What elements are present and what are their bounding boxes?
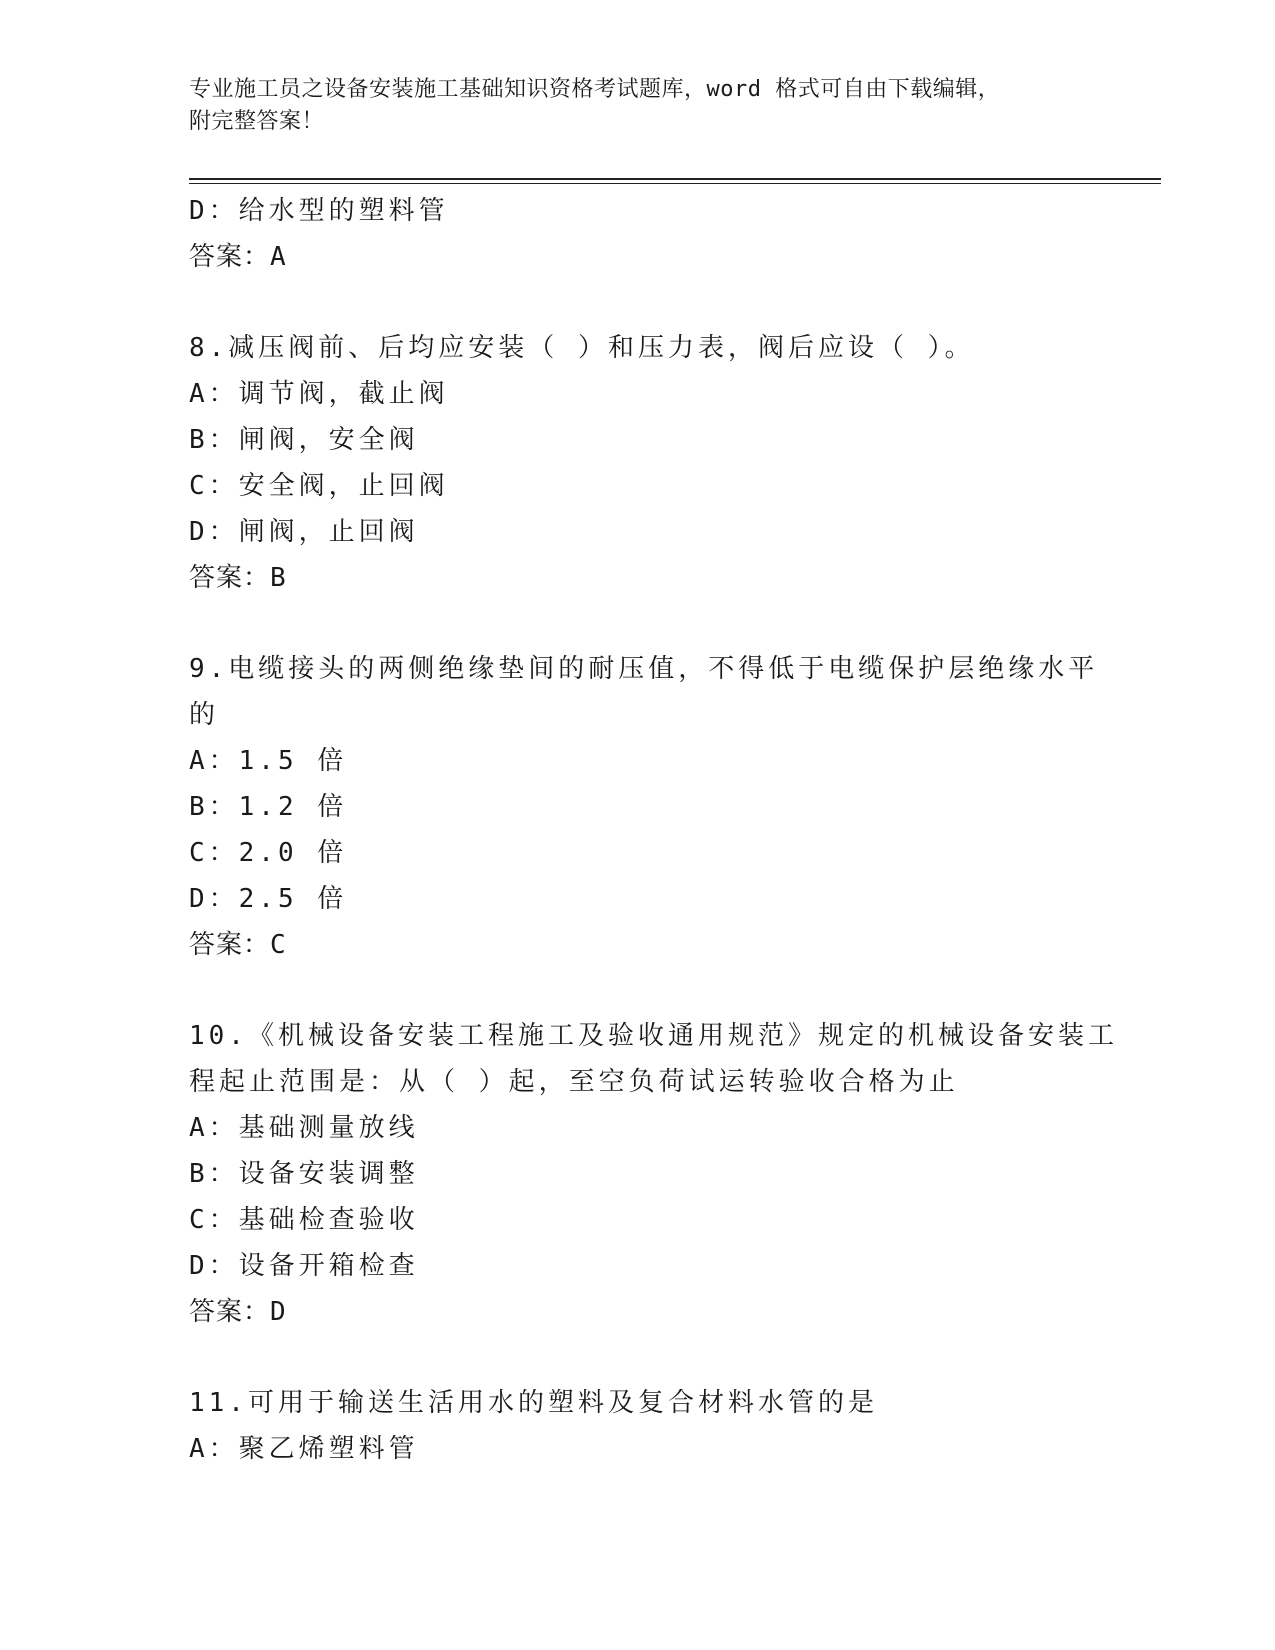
answer: 答案：C [189, 930, 287, 960]
spacer [189, 968, 1119, 1013]
option-a: A：调节阀，截止阀 [189, 379, 449, 409]
header-line-1: 专业施工员之设备安装施工基础知识资格考试题库，word 格式可自由下载编辑， [189, 77, 1001, 102]
spacer [189, 1335, 1119, 1380]
answer: 答案：B [189, 563, 287, 593]
question-content [189, 188, 1119, 1472]
question-stem: 9.电缆接头的两侧绝缘垫间的耐压值，不得低于电缆保护层绝缘水平 [189, 654, 1099, 684]
prev-answer: 答案：A [189, 242, 287, 272]
option-a: A：基础测量放线 [189, 1113, 419, 1143]
header-divider-thin [189, 183, 1161, 184]
header-divider-thick [189, 178, 1161, 180]
option-b: B：闸阀，安全阀 [189, 425, 419, 455]
spacer [189, 601, 1119, 646]
question-9 [189, 646, 1119, 968]
document-header [189, 74, 1089, 138]
option-d: D：闸阀，止回阀 [189, 517, 419, 547]
prev-option-d: D：给水型的塑料管 [189, 196, 449, 226]
question-10 [189, 1013, 1119, 1335]
option-b: B：1.2 倍 [189, 792, 348, 822]
option-d: D：2.5 倍 [189, 884, 348, 914]
question-stem: 8.减压阀前、后均应安装（ ）和压力表，阀后应设（ ）。 [189, 333, 975, 363]
option-d: D：设备开箱检查 [189, 1251, 419, 1281]
question-stem: 11.可用于输送生活用水的塑料及复合材料水管的是 [189, 1388, 878, 1418]
spacer [189, 280, 1119, 325]
question-11 [189, 1380, 1119, 1472]
option-b: B：设备安装调整 [189, 1159, 419, 1189]
question-stem: 10.《机械设备安装工程施工及验收通用规范》规定的机械设备安装工 [189, 1021, 1118, 1051]
option-c: C：安全阀，止回阀 [189, 471, 449, 501]
question-stem-continued: 的 [189, 700, 220, 730]
option-a: A：聚乙烯塑料管 [189, 1434, 419, 1464]
option-c: C：2.0 倍 [189, 838, 348, 868]
option-c: C：基础检查验收 [189, 1205, 419, 1235]
question-8 [189, 325, 1119, 601]
answer: 答案：D [189, 1297, 287, 1327]
question-stem-continued: 程起止范围是：从（ ）起，至空负荷试运转验收合格为止 [189, 1067, 959, 1097]
option-a: A：1.5 倍 [189, 746, 348, 776]
header-line-2: 附完整答案！ [189, 109, 325, 134]
